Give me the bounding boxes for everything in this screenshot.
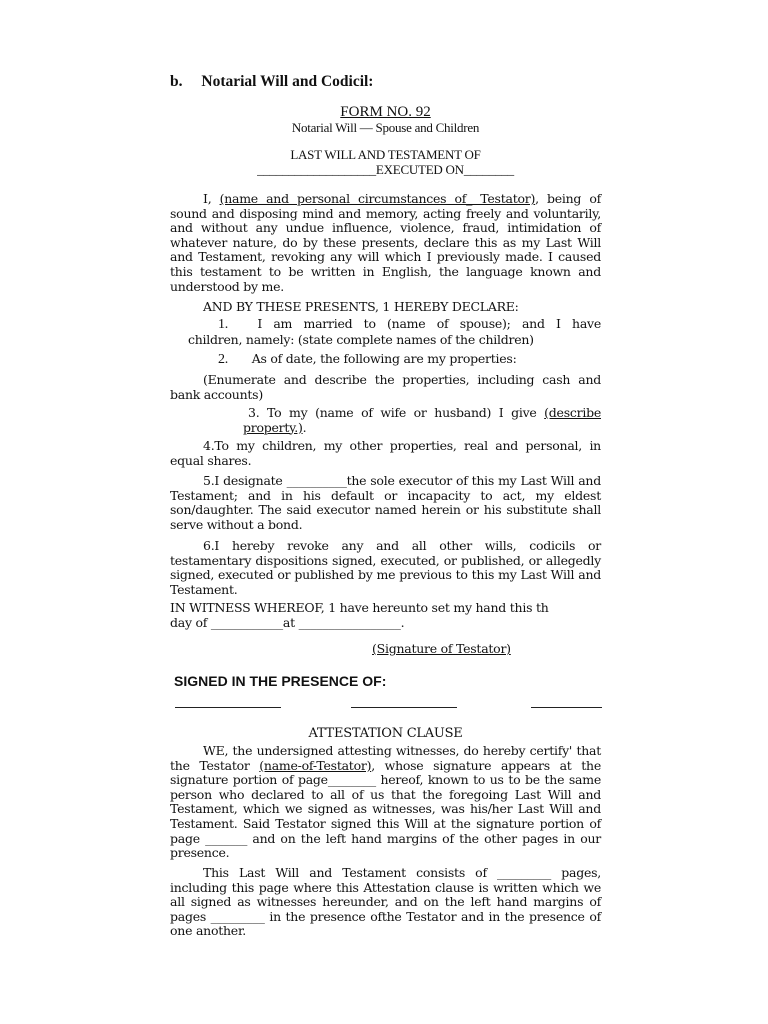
item-1-text-b: children, namely: (state complete names of the children) [188,331,534,347]
item-5-blank: __________ [286,473,347,488]
attestation-p1-lead: WE, the undersigned attesting witnesses, do hereby certify' that the Testator [170,743,601,773]
document-title: LAST WILL AND TESTAMENT OF [290,147,481,162]
executed-on-line [170,163,601,178]
witness-signature-line-1 [175,707,281,708]
item-3-end: . [302,419,307,435]
section-heading [170,73,373,91]
item-4: 4.To my children, my other properties, real and personal, in equal shares. [170,438,601,468]
item-1-text-a: I am married to (name of spouse); and I have [257,316,601,331]
item-3-placeholder-a: (describe [544,405,601,420]
item-1 [188,317,601,347]
item-3-text: 3. To my (name of wife or husband) I give [248,405,545,420]
attestation-p1-rest: , whose signature appears at the signature portion of page________ hereof, known to us to be the same person who declared to all of us that the foregoing Last Will and Testament, which we signed as witnesses, was his/her Last Will and Testament. Said Testator signed this Will at the signature portion of page _______ and on the left hand margins of the other pages in our presence. [170,757,601,861]
attestation-title: ATTESTATION CLAUSE [308,726,463,741]
intro-rest: , being of sound and disposing mind and memory, acting freely and voluntarily, and without any undue influence, violence, fraud, intimidation of whatever nature, do by these presents, declare this as my Last Will and Testament, revoking any will which I previously made. I caused this testament to be written in English, the language known and understood by me. [170,191,601,294]
intro-paragraph [170,192,601,294]
section-letter: b. [170,73,183,90]
form-subtitle: Notarial Will — Spouse and Children [291,120,480,135]
witness-signature-line-3 [531,707,602,708]
item-5-lead: 5.I designate [203,473,287,488]
item-2-number: 2. [218,352,228,367]
section-title: Notarial Will and Codicil: [201,73,374,90]
item-5-rest: the sole executor of this my Last Will and Testament; and in his default or incapacity to act, my eldest son/daughter. The said executor named herein or his substitute shall serve without a bond. [170,473,601,532]
witness-line-2: day of ____________at _________________. [170,615,405,630]
declare-line: AND BY THESE PRESENTS, 1 HEREBY DECLARE: [203,299,519,314]
witness-signature-line-2 [351,707,457,708]
attestation-testator-placeholder: (name-of-Testator) [259,757,372,773]
item-2-text: As of date, the following are my properties: [251,351,517,366]
item-3 [170,406,601,435]
witness-line-1: IN WITNESS WHEREOF, 1 have hereunto set my hand this th [170,600,549,615]
item-2-enumeration: (Enumerate and describe the properties, including cash and bank accounts) [170,372,601,402]
executed-on-label: EXECUTED ON [375,162,464,177]
signed-in-presence-heading: SIGNED IN THE PRESENCE OF: [174,673,387,689]
attestation-paragraph-1 [170,744,601,861]
signature-of-testator-text: (Signature of Testator) [372,641,511,656]
signature-of-testator [372,642,601,657]
item-5 [170,474,601,532]
item-1-number: 1. [218,317,228,332]
item-6: 6.I hereby revoke any and all other wills, codicils or testamentary dispositions signed, executed, or published, or allegedly signed, executed or published by me previous to this my Last Will and Testament. [170,538,601,597]
form-number [170,101,601,121]
item-2 [218,352,601,368]
form-number-text: FORM NO. 92 [340,104,431,120]
executed-blank-suffix: ________ [463,162,514,177]
executed-blank-prefix: ___________________ [257,162,376,177]
intro-lead: I, [203,191,220,206]
item-3-placeholder-b: property.) [243,419,303,435]
testator-placeholder: (name and personal circumstances of_ Testator) [219,191,536,206]
attestation-paragraph-2: This Last Will and Testament consists of _________ pages, including this page where this Attestation clause is written which we all signed as witnesses hereunder, and on the left hand margins of pages _________ in the presence ofthe Testator and in the presence of one another. [170,865,601,939]
